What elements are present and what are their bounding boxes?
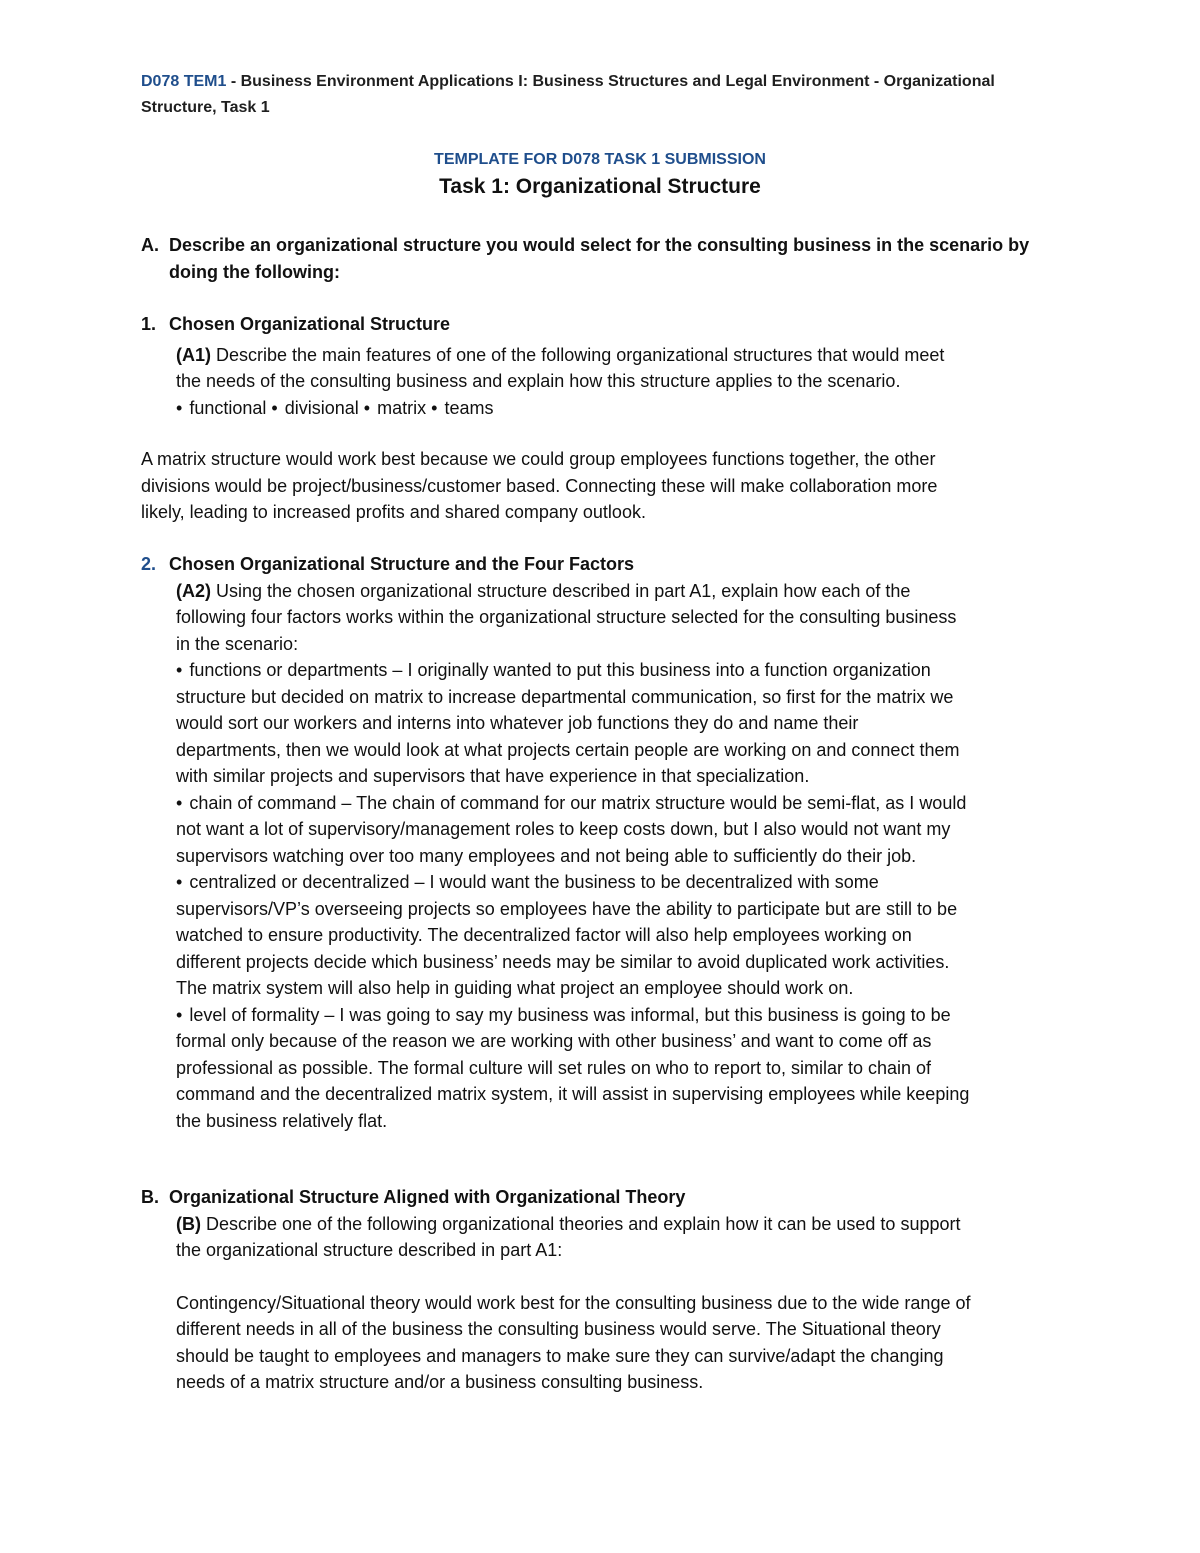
factor-line: structure but decided on matrix to increase departmental communication, so first for the matrix we [176,686,954,707]
bullet: • [176,397,183,418]
bullet: • [431,397,438,418]
section-a-line-2: doing the following: [169,261,340,282]
section-b [141,1184,1101,1396]
document-header [141,69,1041,121]
item-1-options [176,395,1081,422]
item-1-prompt-line-2: the needs of the consulting business and explain how this structure applies to the scenario. [176,371,901,391]
item-1-heading-row [141,311,1081,338]
section-b-tag: (B) [176,1213,201,1234]
item-2-heading: Chosen Organizational Structure and the Four Factors [169,554,635,574]
item-2-heading-row [141,551,1101,578]
bullet: • [271,397,278,418]
factor-line: the business relatively flat. [176,1110,388,1131]
factor-line: would sort our workers and interns into whatever job functions they do and name their [176,713,859,733]
task-title: Task 1: Organizational Structure [439,175,761,198]
item-1 [141,311,1081,421]
factor-line: professional as possible. The formal culture will set rules on who to report to, similar to chain of [176,1057,932,1078]
bullet: • [176,1004,183,1025]
section-a [141,232,1081,285]
factor-line: centralized or decentralized – I would want the business to be decentralized with some [189,872,879,892]
factor-line: watched to ensure productivity. The decentralized factor will also help employees working on [176,925,912,945]
item-2-prompt-line: in the scenario: [176,633,299,654]
section-b-prompt-line: Describe one of the following organizational theories and explain how it can be used to support [201,1213,961,1234]
item-2-prompt-line: following four factors works within the organizational structure selected for the consulting business [176,607,957,627]
option-functional: functional [189,397,267,418]
answer-line: divisions would be project/business/customer based. Connecting these will make collaboration more [141,475,938,496]
course-code: D078 TEM1 [141,73,227,90]
section-a-text-1: Describe an organizational structure you would select for the consulting business in the scenario by [169,235,1030,255]
answer-line: Contingency/Situational theory would work best for the consulting business due to the wide range of [176,1292,971,1313]
item-2 [141,551,1101,1134]
bullet: • [176,792,183,813]
answer-line: needs of a matrix structure and/or a business consulting business. [176,1372,704,1392]
item-1-prompt [141,342,1081,422]
header-text: - Business Environment Applications I: Business Structures and Legal Environment - Organizational [226,73,995,90]
factor-line: different projects decide which business’ needs may be similar to avoid duplicated work activities. [176,951,950,972]
factor-centralization [176,869,1101,1002]
section-a-line-1 [141,232,1081,259]
answer-line: A matrix structure would work best because we could group employees functions together, the other [141,449,936,469]
factor-functions [176,657,1101,790]
section-b-body [141,1211,1101,1396]
factor-line: not want a lot of supervisory/management roles to keep costs down, but I also would not want my [176,819,951,839]
factor-line: chain of command – The chain of command for our matrix structure would be semi-flat, as I would [189,792,967,813]
factor-line: functions or departments – I originally wanted to put this business into a function organization [189,660,931,680]
bullet: • [176,872,183,892]
factor-line: departments, then we would look at what projects certain people are working on and connect them [176,739,960,760]
factor-line: level of formality – I was going to say my business was informal, but this business is going to be [189,1004,951,1025]
option-teams: teams [444,397,494,418]
section-b-heading: Organizational Structure Aligned with Organizational Theory [169,1187,686,1207]
answer-line: different needs in all of the business the consulting business would serve. The Situational theory [176,1319,941,1339]
factor-line: command and the decentralized matrix system, it will assist in supervising employees while keeping [176,1084,970,1104]
item-2-number: 2. [141,554,157,574]
item-1-answer [141,446,1101,526]
header-line-1 [141,69,1041,95]
header-line-2: Structure, Task 1 [141,99,270,116]
answer-line: likely, leading to increased profits and shared company outlook. [141,502,646,522]
item-1-number: 1. [141,314,157,334]
section-b-letter: B. [141,1187,159,1207]
factor-line: supervisors/VP’s overseeing projects so employees have the ability to participate but are still to be [176,898,958,919]
factor-chain-of-command [176,790,1101,870]
section-b-prompt-line: the organizational structure described in part A1: [176,1240,563,1260]
template-title: TEMPLATE FOR D078 TASK 1 SUBMISSION [434,151,766,168]
factor-line: formal only because of the reason we are working with other business’ and want to come off as [176,1031,932,1051]
option-divisional: divisional [284,397,359,418]
option-matrix: matrix [377,397,427,418]
item-1-tag: (A1) [176,344,211,365]
bullet: • [363,397,371,418]
item-2-body [141,578,1101,1135]
item-2-prompt-line: Using the chosen organizational structure described in part A1, explain how each of the [211,580,911,601]
bullet: • [176,660,183,680]
factor-line: The matrix system will also help in guiding what project an employee should work on. [176,978,854,998]
section-b-heading-row [141,1184,1101,1211]
factor-line: supervisors watching over too many employees and not being able to sufficiently do their job. [176,845,917,866]
item-1-prompt-line-1: Describe the main features of one of the following organizational structures that would meet [211,344,945,365]
factor-formality [176,1002,1101,1135]
answer-line: should be taught to employees and managers to make sure they can survive/adapt the changing [176,1345,944,1366]
item-2-tag: (A2) [176,580,211,601]
section-a-letter: A. [141,235,159,255]
factor-line: with similar projects and supervisors that have experience in that specialization. [176,766,810,786]
item-1-heading: Chosen Organizational Structure [169,314,451,334]
